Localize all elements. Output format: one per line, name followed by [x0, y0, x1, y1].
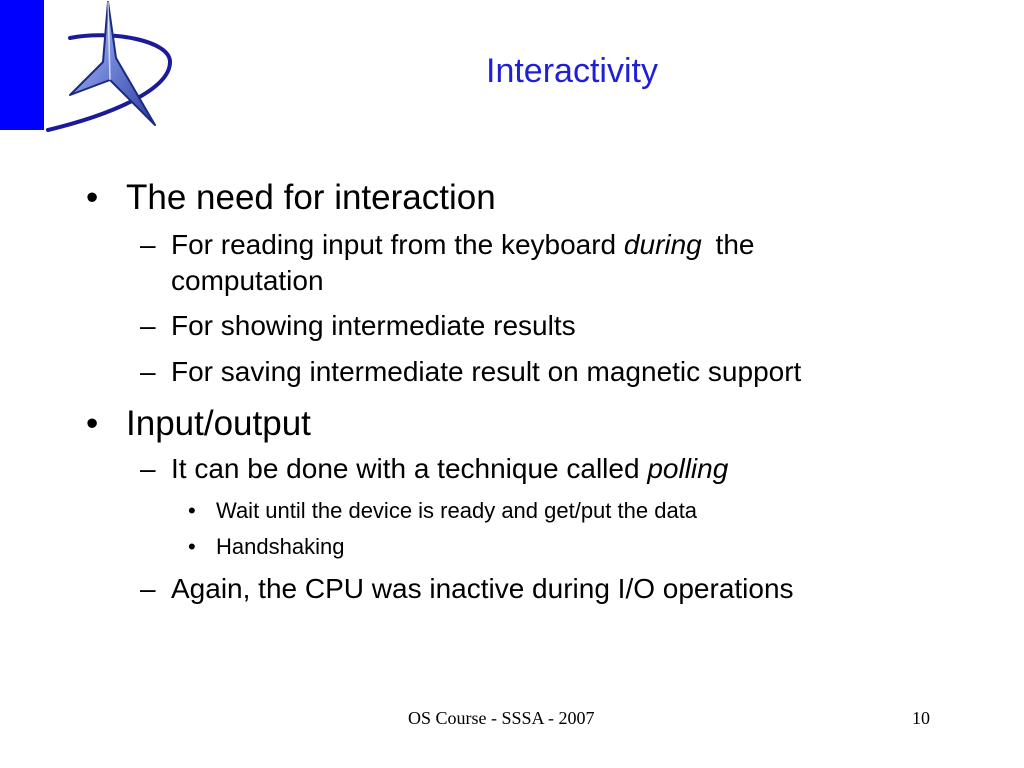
sub-bullet-text — [171, 451, 728, 487]
sub-bullet-text — [171, 227, 754, 263]
sub-bullet-text-part: It can be done with a technique called — [171, 453, 648, 484]
emphasis-text: polling — [647, 453, 729, 484]
dash-marker: – — [140, 356, 156, 387]
slide-title: Interactivity — [486, 52, 658, 90]
bullet-text: The need for interaction — [126, 178, 496, 217]
dash-marker: – — [140, 453, 156, 484]
dash-marker: – — [140, 229, 156, 260]
sub-bullet-continuation: computation — [171, 265, 324, 296]
bullet-marker: • — [86, 178, 99, 217]
sub-sub-bullet-text: Wait until the device is ready and get/put the data — [216, 498, 698, 523]
dash-marker: – — [140, 573, 156, 604]
small-bullet-marker: • — [188, 498, 196, 523]
sub-bullet-text: For saving intermediate result on magnetic support — [171, 356, 802, 387]
sub-bullet-text-part: the — [707, 229, 755, 260]
bullet-text: Input/output — [126, 404, 311, 443]
sub-sub-bullet-text: Handshaking — [216, 534, 345, 559]
sub-bullet-text: Again, the CPU was inactive during I/O operations — [171, 573, 794, 604]
sub-bullet-text: For showing intermediate results — [171, 310, 576, 341]
emphasis-text: during — [623, 229, 702, 260]
footer-course: OS Course - SSSA - 2007 — [408, 708, 595, 728]
bullet-marker: • — [86, 404, 99, 443]
dash-marker: – — [140, 310, 156, 341]
page-number: 10 — [912, 708, 930, 728]
small-bullet-marker: • — [188, 534, 196, 559]
sub-bullet-text-part: For reading input from the keyboard — [171, 229, 624, 260]
